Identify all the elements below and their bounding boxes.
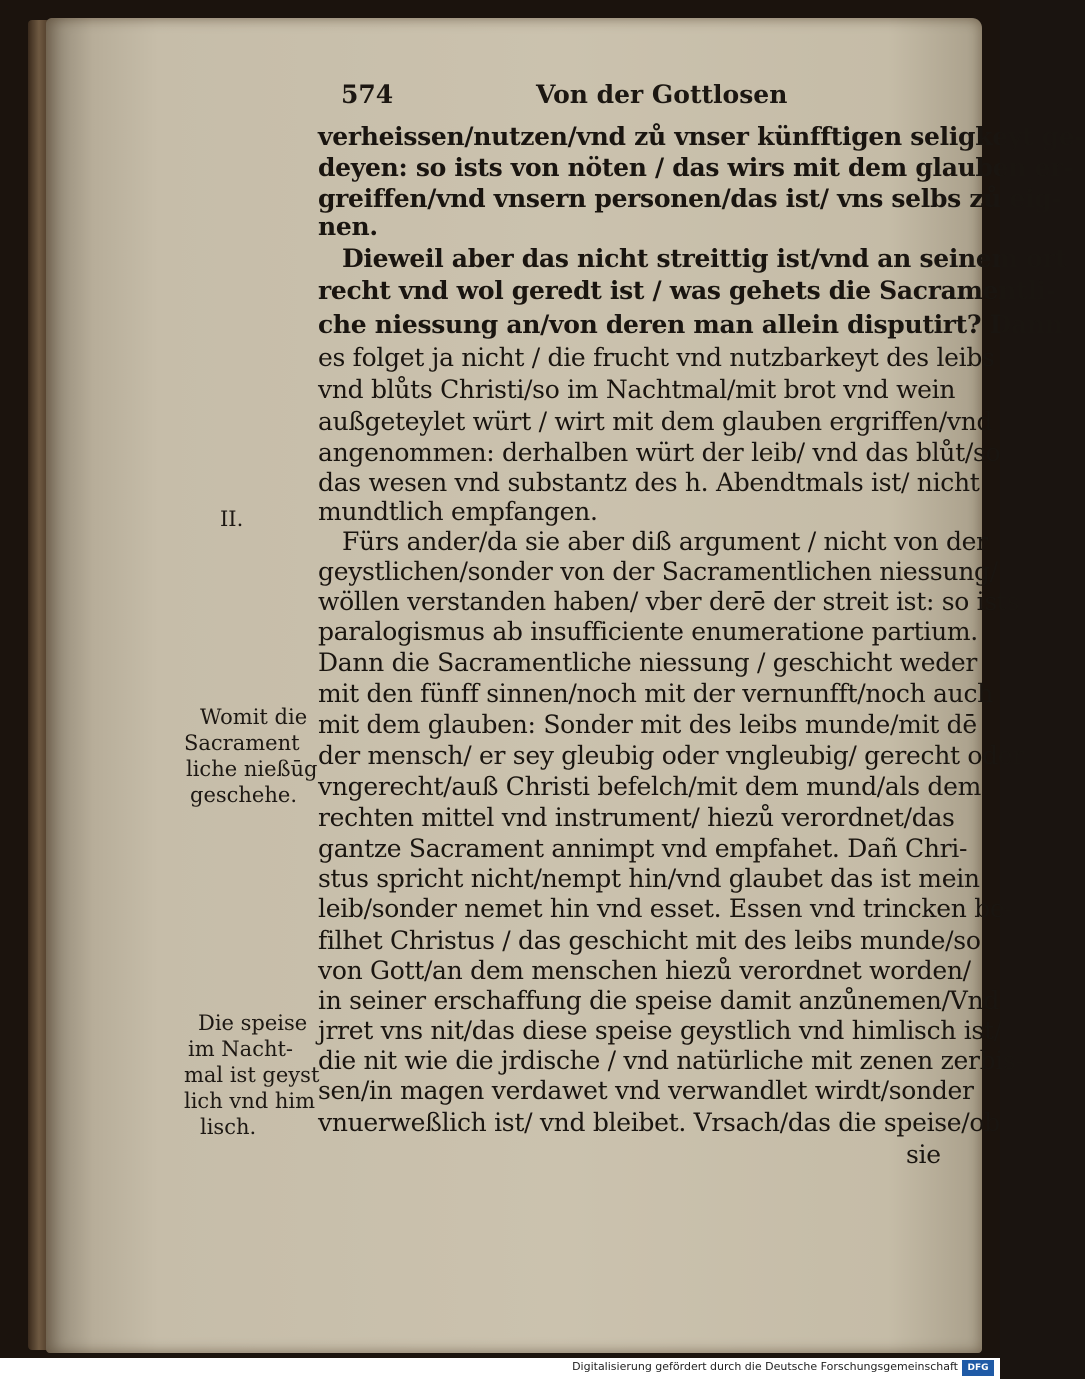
text-line: Fürs ander/da sie aber diß argument / nicht von der (342, 527, 988, 556)
text-line: verheissen/nutzen/vnd zů vnser künfftigen seligkeyt ge- (318, 122, 1085, 151)
footer-bar (0, 1358, 1000, 1379)
text-line: vngerecht/auß Christi befelch/mit dem mund/als dem (318, 772, 982, 801)
text-line: che niessung an/von deren man allein disputirt? Dann (318, 310, 1063, 339)
text-line: mit dem glauben: Sonder mit des leibs munde/mit dē (318, 710, 977, 739)
text-line: nen. (318, 212, 378, 241)
text-line: das wesen vnd substantz des h. Abendtmals ist/ nicht (318, 468, 980, 497)
text-line: mit den fünff sinnen/noch mit der vernunfft/noch auch (318, 679, 993, 708)
text-line: wöllen verstanden haben/ vber derē der streit ist: so ists (318, 587, 1020, 616)
margin-note-line: mal ist geyst (184, 1063, 320, 1087)
catchword: sie (906, 1140, 941, 1169)
text-line: Dann die Sacramentliche niessung / geschicht weder (318, 648, 978, 677)
dfg-logo[interactable]: DFG (962, 1360, 994, 1376)
text-line: Dieweil aber das nicht streittig ist/vnd an seinem ort (342, 244, 1067, 273)
text-line: außgeteylet würt / wirt mit dem glauben ergriffen/vnd (318, 407, 993, 436)
text-line: geystlichen/sonder von der Sacramentlichen niessung/ (318, 557, 998, 586)
text-line: sen/in magen verdawet vnd verwandlet wirdt/sonder (318, 1076, 974, 1105)
section-number: II. (220, 507, 244, 531)
text-line: filhet Christus / das geschicht mit des leibs munde/so (318, 926, 981, 955)
margin-note-line: geschehe. (190, 783, 297, 807)
text-line: vnuerweßlich ist/ vnd bleibet. Vrsach/das die speise/ob (318, 1108, 1000, 1137)
text-line: mundtlich empfangen. (318, 497, 598, 526)
text-line: stus spricht nicht/nempt hin/vnd glaubet das ist mein (318, 864, 980, 893)
text-line: es folget ja nicht / die frucht vnd nutzbarkeyt des leibs (318, 343, 995, 372)
text-line: greiffen/vnd vnsern personen/das ist/ vns selbs zů eig- (318, 184, 1062, 213)
text-line: deyen: so ists von nöten / das wirs mit dem glauben er- (318, 153, 1074, 182)
text-line: recht vnd wol geredt ist / was gehets die Sacramentli- (318, 276, 1056, 305)
text-line: rechten mittel vnd instrument/ hiezů verordnet/das (318, 803, 955, 832)
text-line: angenommen: derhalben würt der leib/ vnd das blůt/so (318, 438, 1001, 467)
page-number: 574 (341, 80, 394, 109)
margin-note-line: Sacrament (184, 731, 300, 755)
text-line: vnd blůts Christi/so im Nachtmal/mit brot vnd wein (318, 375, 956, 404)
text-line: der mensch/ er sey gleubig oder vngleubig/ gerecht oder (318, 741, 1025, 770)
text-line: jrret vns nit/das diese speise geystlich vnd himlisch ist/ (318, 1016, 1002, 1045)
text-line: in seiner erschaffung die speise damit anzůnemen/Vnd (318, 986, 999, 1015)
margin-note-line: liche nießūg (186, 757, 318, 781)
text-line: paralogismus ab insufficiente enumeratione partium. (318, 617, 978, 646)
margin-note-line: lisch. (200, 1115, 257, 1139)
margin-note-line: lich vnd him (184, 1089, 316, 1113)
text-line: von Gott/an dem menschen hiezů verordnet worden/ (318, 956, 971, 985)
running-head: Von der Gottlosen (536, 80, 788, 109)
text-line: gantze Sacrament annimpt vnd empfahet. Dañ Chri- (318, 834, 968, 863)
text-line: leib/sonder nemet hin vnd esset. Essen vnd trincken be- (318, 894, 1013, 923)
margin-note-line: Die speise (198, 1011, 308, 1035)
text-line: die nit wie die jrdische / vnd natürliche mit zenen zerbis- (318, 1046, 1024, 1075)
margin-note-line: Womit die (200, 705, 308, 729)
funding-note: Digitalisierung gefördert durch die Deutsche Forschungsgemeinschaft (572, 1360, 958, 1373)
margin-note-line: im Nacht- (188, 1037, 294, 1061)
